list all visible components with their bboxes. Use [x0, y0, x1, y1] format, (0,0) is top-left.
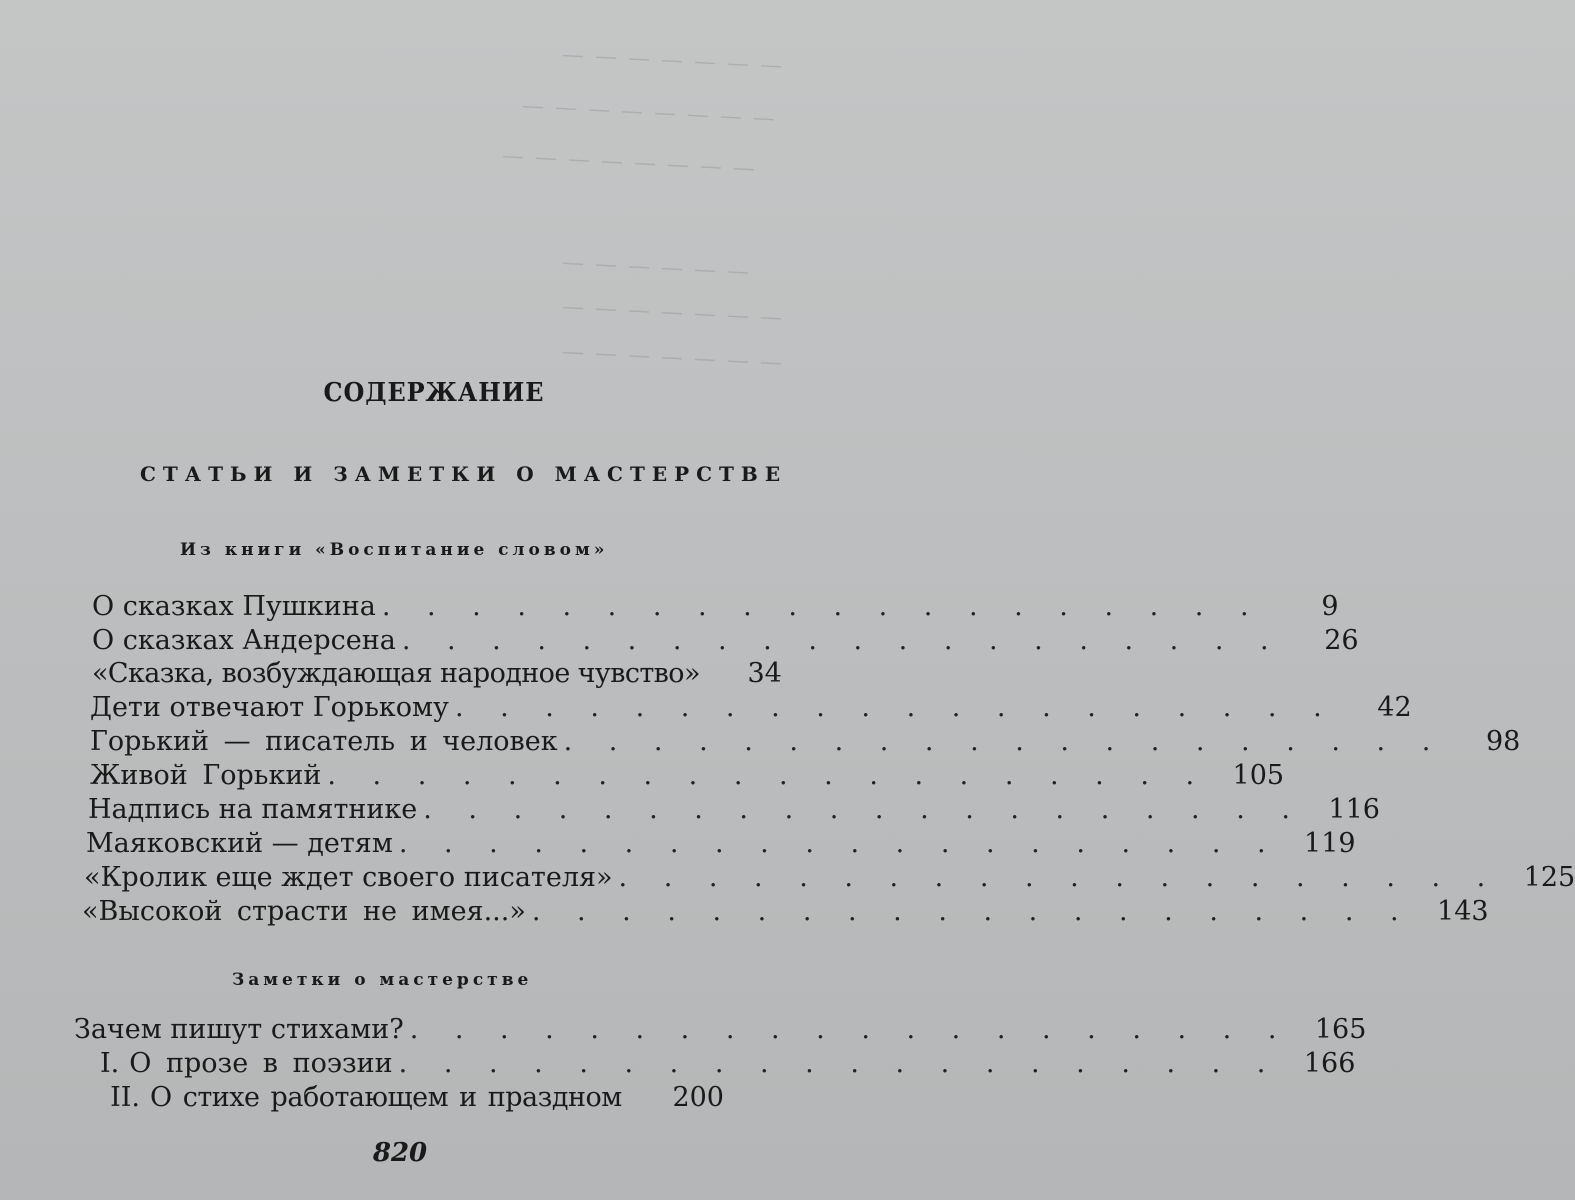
toc-entry-page: 116: [1328, 794, 1380, 825]
toc-entry-page: 125: [1523, 862, 1575, 893]
toc-entry-title: Зачем пишут стихами?: [74, 1014, 404, 1045]
toc-entry-page: 26: [1324, 625, 1359, 656]
section-heading: СТАТЬИ И ЗАМЕТКИ О МАСТЕРСТВЕ: [140, 462, 788, 486]
toc-entry: [88, 794, 1380, 825]
show-through-text: — — — — — — — —: [499, 143, 756, 182]
toc-entry: [90, 760, 1285, 791]
toc-entry-title: О сказках Андерсена: [92, 625, 396, 656]
leader-dots: . . . . . . . . . . . . . . . . . . . .: [398, 828, 1280, 859]
toc-entry-page: 42: [1377, 692, 1412, 723]
toc-entry-title: Живой Горький: [90, 760, 322, 791]
toc-entry: [86, 828, 1356, 859]
toc-entry-title: О прозе в поэзии: [129, 1048, 393, 1079]
leader-dots: . . . . . . . . . . . . . . . . . . . .: [398, 1048, 1280, 1079]
toc-entry-page: 98: [1485, 726, 1521, 757]
show-through-text: — — — — — — — —: [519, 93, 776, 132]
page-title: СОДЕРЖАНИЕ: [323, 378, 545, 408]
leader-dots: . . . . . . . . . . . . . . . . . . . .: [454, 692, 1336, 723]
toc-entry-title: Маяковский — детям: [86, 828, 393, 859]
leader-dots: . . . . . . . . . . . . . . . . . . . .: [327, 760, 1209, 791]
toc-entry: [82, 896, 1489, 927]
leader-dots: . . . . . . . . . . . . . . . . . . . .: [563, 726, 1445, 757]
leader-dots: . . . . . . . . . . . . . . . . . . . .: [381, 591, 1263, 622]
toc-entry: [100, 1084, 724, 1111]
toc-entry-page: 9: [1321, 591, 1339, 622]
toc-entry-page: 200: [672, 1082, 724, 1113]
toc-entry: [84, 862, 1575, 893]
leader-dots: . . . . . . . . . . . . . . . . . . . .: [401, 625, 1283, 656]
toc-entry-page: 165: [1314, 1014, 1367, 1045]
toc-entry-title: «Высокой страсти не имея...»: [82, 896, 526, 927]
subsection-heading: Заметки о мастерстве: [232, 970, 533, 990]
toc-entry: [92, 591, 1339, 622]
toc-entry: [92, 625, 1359, 656]
toc-entry-page: 119: [1304, 828, 1356, 859]
show-through-text: — — — — — — —: [559, 339, 783, 376]
show-through-text: — — — — — — —: [559, 294, 783, 331]
toc-entry: [90, 726, 1521, 757]
toc-entry-page: 105: [1232, 760, 1285, 791]
toc-entry-title: «Сказка, возбуждающая народное чувство»: [92, 658, 700, 689]
toc-entry-title: Горький — писатель и человек: [90, 726, 558, 757]
toc-entry-title: «Кролик еще ждет своего писателя»: [84, 862, 613, 893]
show-through-text: — — — — — —: [559, 250, 750, 285]
toc-entry-title: О сказках Пушкина: [92, 591, 376, 622]
toc-entry-title: О стихе работающем и праздном: [150, 1082, 622, 1113]
subsection-heading: Из книги «Воспитание словом»: [180, 540, 609, 560]
toc-entry-numeral: II.: [110, 1082, 140, 1113]
toc-entry-title: Дети отвечают Горькому: [90, 692, 449, 723]
page-number: 820: [372, 1138, 428, 1168]
toc-entry: [92, 658, 782, 689]
leader-dots: . . . . . . . . . . . . . . . . . . . .: [409, 1014, 1291, 1045]
toc-entry: [90, 692, 1412, 723]
leader-dots: . . . . . . . . . . . . . . . . . . . .: [531, 896, 1413, 927]
toc-entry: [100, 1048, 1356, 1079]
toc-entry-page: 166: [1303, 1048, 1356, 1079]
leader-dots: . . . . . . . . . . . . . . . . . . . .: [423, 794, 1304, 825]
leader-dots: . . . . . . . . . . . . . . . . . . . .: [618, 862, 1500, 893]
toc-entry-page: 34: [747, 658, 782, 689]
toc-entry-numeral: I.: [100, 1048, 120, 1079]
toc-entry-page: 143: [1437, 896, 1489, 927]
toc-entry-title: Надпись на памятнике: [88, 794, 418, 825]
show-through-text: — — — — — — —: [559, 42, 783, 79]
toc-entry: [74, 1014, 1367, 1045]
